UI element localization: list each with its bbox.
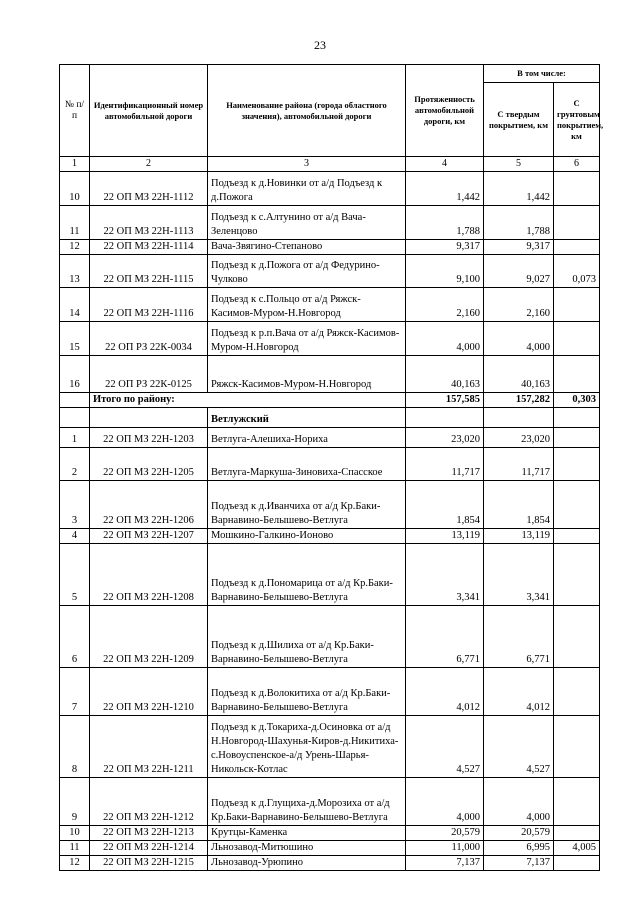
- road-name: Мошкино-Галкино-Ионово: [208, 529, 406, 544]
- road-id: 22 ОП МЗ 22Н-1213: [90, 826, 208, 841]
- road-id: 22 ОП МЗ 22Н-1115: [90, 255, 208, 288]
- row-number: 9: [60, 778, 90, 826]
- column-number: 6: [554, 157, 600, 172]
- road-id: 22 ОП МЗ 22Н-1207: [90, 529, 208, 544]
- road-length: 23,020: [406, 428, 484, 448]
- road-id: 22 ОП МЗ 22Н-1112: [90, 172, 208, 206]
- total-length: 157,585: [406, 393, 484, 408]
- road-id: 22 ОП РЗ 22К-0034: [90, 322, 208, 356]
- road-name: Подъезд к д.Токариха-д.Осиновка от а/д Н.Новгород-Шахунья-Киров-д.Никитиха-с.Новоуспенское-а/д Урень-Шарья-Никольск-Котлас: [208, 716, 406, 778]
- row-number: 11: [60, 206, 90, 240]
- road-name: Подъезд к д.Глущиха-д.Морозиха от а/д Кр.Баки-Варнавино-Белышево-Ветлуга: [208, 778, 406, 826]
- total-label: Итого по району:: [90, 393, 406, 408]
- road-name: Подъезд к д.Шилиха от а/д Кр.Баки-Варнавино-Белышево-Ветлуга: [208, 606, 406, 668]
- hard-surface: 1,442: [484, 172, 554, 206]
- hard-surface: 4,000: [484, 778, 554, 826]
- road-id: 22 ОП МЗ 22Н-1211: [90, 716, 208, 778]
- header-hard-surface: С твердым покрытием, км: [484, 83, 554, 157]
- road-name: Подъезд к р.п.Вача от а/д Ряжск-Касимов-Муром-Н.Новгород: [208, 322, 406, 356]
- table-body-previous-district: [60, 172, 600, 393]
- column-number: 5: [484, 157, 554, 172]
- road-name: Вача-Звягино-Степаново: [208, 240, 406, 255]
- header-group: В том числе:: [484, 65, 600, 83]
- road-name: Крутцы-Каменка: [208, 826, 406, 841]
- table-row: [60, 481, 600, 529]
- section-title: Ветлужский: [208, 408, 406, 428]
- road-id: 22 ОП МЗ 22Н-1205: [90, 448, 208, 481]
- header-soil-surface: С грунтовым покрытием, км: [554, 83, 600, 157]
- road-length: 6,771: [406, 606, 484, 668]
- hard-surface: 4,527: [484, 716, 554, 778]
- road-length: 1,442: [406, 172, 484, 206]
- hard-surface: 9,317: [484, 240, 554, 255]
- row-number: 15: [60, 322, 90, 356]
- table-body-vetluzhsky: [60, 428, 600, 871]
- soil-surface: [554, 448, 600, 481]
- total-hard: 157,282: [484, 393, 554, 408]
- hard-surface: 6,771: [484, 606, 554, 668]
- table-row: [60, 288, 600, 322]
- road-length: 13,119: [406, 529, 484, 544]
- road-id: 22 ОП МЗ 22Н-1215: [90, 856, 208, 871]
- row-number: 5: [60, 544, 90, 606]
- soil-surface: [554, 668, 600, 716]
- table-row: [60, 255, 600, 288]
- column-number-row: [60, 157, 600, 172]
- total-section: [60, 393, 600, 428]
- table-row: [60, 448, 600, 481]
- road-length: 4,000: [406, 778, 484, 826]
- table-row: [60, 322, 600, 356]
- row-number: 1: [60, 428, 90, 448]
- soil-surface: [554, 322, 600, 356]
- table-row: [60, 529, 600, 544]
- road-name: Подъезд к д.Новинки от а/д Подъезд к д.Пожога: [208, 172, 406, 206]
- soil-surface: [554, 428, 600, 448]
- soil-surface: [554, 826, 600, 841]
- road-id: 22 ОП МЗ 22Н-1114: [90, 240, 208, 255]
- road-id: 22 ОП МЗ 22Н-1210: [90, 668, 208, 716]
- road-length: 20,579: [406, 826, 484, 841]
- table-row: [60, 778, 600, 826]
- row-number: 12: [60, 240, 90, 255]
- hard-surface: 2,160: [484, 288, 554, 322]
- hard-surface: 11,717: [484, 448, 554, 481]
- hard-surface: 1,788: [484, 206, 554, 240]
- table-row: [60, 172, 600, 206]
- row-number: 6: [60, 606, 90, 668]
- soil-surface: [554, 778, 600, 826]
- road-id: 22 ОП МЗ 22Н-1116: [90, 288, 208, 322]
- row-number: 16: [60, 356, 90, 393]
- road-length: 9,100: [406, 255, 484, 288]
- row-number: 2: [60, 448, 90, 481]
- soil-surface: [554, 544, 600, 606]
- header-length: Протяженность автомобильной дороги, км: [406, 65, 484, 157]
- table-row: [60, 240, 600, 255]
- soil-surface: [554, 606, 600, 668]
- road-id: 22 ОП МЗ 22Н-1212: [90, 778, 208, 826]
- row-number: 7: [60, 668, 90, 716]
- road-name: Подъезд к д.Иванчиха от а/д Кр.Баки-Варнавино-Белышево-Ветлуга: [208, 481, 406, 529]
- road-length: 7,137: [406, 856, 484, 871]
- road-id: 22 ОП МЗ 22Н-1206: [90, 481, 208, 529]
- soil-surface: [554, 529, 600, 544]
- section-row: [60, 408, 600, 428]
- hard-surface: 3,341: [484, 544, 554, 606]
- road-name: Ветлуга-Алешиха-Нориха: [208, 428, 406, 448]
- table-row: [60, 606, 600, 668]
- road-name: Ветлуга-Маркуша-Зиновиха-Спасское: [208, 448, 406, 481]
- road-id: 22 ОП МЗ 22Н-1208: [90, 544, 208, 606]
- road-id: 22 ОП РЗ 22К-0125: [90, 356, 208, 393]
- soil-surface: [554, 716, 600, 778]
- column-number: 1: [60, 157, 90, 172]
- row-number: 3: [60, 481, 90, 529]
- road-id: 22 ОП МЗ 22Н-1209: [90, 606, 208, 668]
- soil-surface: [554, 240, 600, 255]
- road-length: 9,317: [406, 240, 484, 255]
- road-length: 40,163: [406, 356, 484, 393]
- road-length: 3,341: [406, 544, 484, 606]
- row-number: 11: [60, 841, 90, 856]
- table-row: [60, 544, 600, 606]
- road-length: 4,012: [406, 668, 484, 716]
- road-name: Подъезд к д.Пономарица от а/д Кр.Баки-Варнавино-Белышево-Ветлуга: [208, 544, 406, 606]
- hard-surface: 4,012: [484, 668, 554, 716]
- road-name: Подъезд к д.Пожога от а/д Федурино-Чулково: [208, 255, 406, 288]
- table-row: [60, 856, 600, 871]
- row-number: 10: [60, 172, 90, 206]
- road-length: 11,717: [406, 448, 484, 481]
- total-soil: 0,303: [554, 393, 600, 408]
- row-number: 10: [60, 826, 90, 841]
- road-id: 22 ОП МЗ 22Н-1203: [90, 428, 208, 448]
- road-length: 4,527: [406, 716, 484, 778]
- road-length: 4,000: [406, 322, 484, 356]
- hard-surface: 13,119: [484, 529, 554, 544]
- total-row: [60, 393, 600, 408]
- row-number: 8: [60, 716, 90, 778]
- road-name: Льнозавод-Урюпино: [208, 856, 406, 871]
- road-name: Подъезд к с.Алтунино от а/д Вача-Зеленцово: [208, 206, 406, 240]
- table-row: [60, 668, 600, 716]
- road-length: 1,788: [406, 206, 484, 240]
- hard-surface: 40,163: [484, 356, 554, 393]
- soil-surface: [554, 206, 600, 240]
- soil-surface: [554, 172, 600, 206]
- soil-surface: [554, 481, 600, 529]
- hard-surface: 20,579: [484, 826, 554, 841]
- soil-surface: [554, 856, 600, 871]
- road-name: Подъезд к с.Польцо от а/д Ряжск-Касимов-Муром-Н.Новгород: [208, 288, 406, 322]
- table-row: [60, 841, 600, 856]
- soil-surface: 4,005: [554, 841, 600, 856]
- table-row: [60, 356, 600, 393]
- road-length: 11,000: [406, 841, 484, 856]
- road-length: 1,854: [406, 481, 484, 529]
- road-id: 22 ОП МЗ 22Н-1113: [90, 206, 208, 240]
- soil-surface: 0,073: [554, 255, 600, 288]
- soil-surface: [554, 356, 600, 393]
- column-number: 4: [406, 157, 484, 172]
- header-number: № п/п: [60, 65, 90, 157]
- road-name: Подъезд к д.Волокитиха от а/д Кр.Баки-Варнавино-Белышево-Ветлуга: [208, 668, 406, 716]
- road-id: 22 ОП МЗ 22Н-1214: [90, 841, 208, 856]
- hard-surface: 1,854: [484, 481, 554, 529]
- hard-surface: 23,020: [484, 428, 554, 448]
- roads-table: [59, 64, 604, 871]
- hard-surface: 9,027: [484, 255, 554, 288]
- row-number: 14: [60, 288, 90, 322]
- row-number: 12: [60, 856, 90, 871]
- row-number: 4: [60, 529, 90, 544]
- road-name: Ряжск-Касимов-Муром-Н.Новгород: [208, 356, 406, 393]
- table-row: [60, 428, 600, 448]
- header-road-name: Наименование района (города областного значения), автомобильной дороги: [208, 65, 406, 157]
- hard-surface: 6,995: [484, 841, 554, 856]
- table-row: [60, 826, 600, 841]
- soil-surface: [554, 288, 600, 322]
- table-row: [60, 206, 600, 240]
- hard-surface: 7,137: [484, 856, 554, 871]
- column-number: 2: [90, 157, 208, 172]
- road-length: 2,160: [406, 288, 484, 322]
- header-road-id: Идентификационный номер автомобильной дороги: [90, 65, 208, 157]
- hard-surface: 4,000: [484, 322, 554, 356]
- page-number: 23: [314, 38, 326, 52]
- row-number: 13: [60, 255, 90, 288]
- column-number: 3: [208, 157, 406, 172]
- table-row: [60, 716, 600, 778]
- road-name: Льнозавод-Митюшино: [208, 841, 406, 856]
